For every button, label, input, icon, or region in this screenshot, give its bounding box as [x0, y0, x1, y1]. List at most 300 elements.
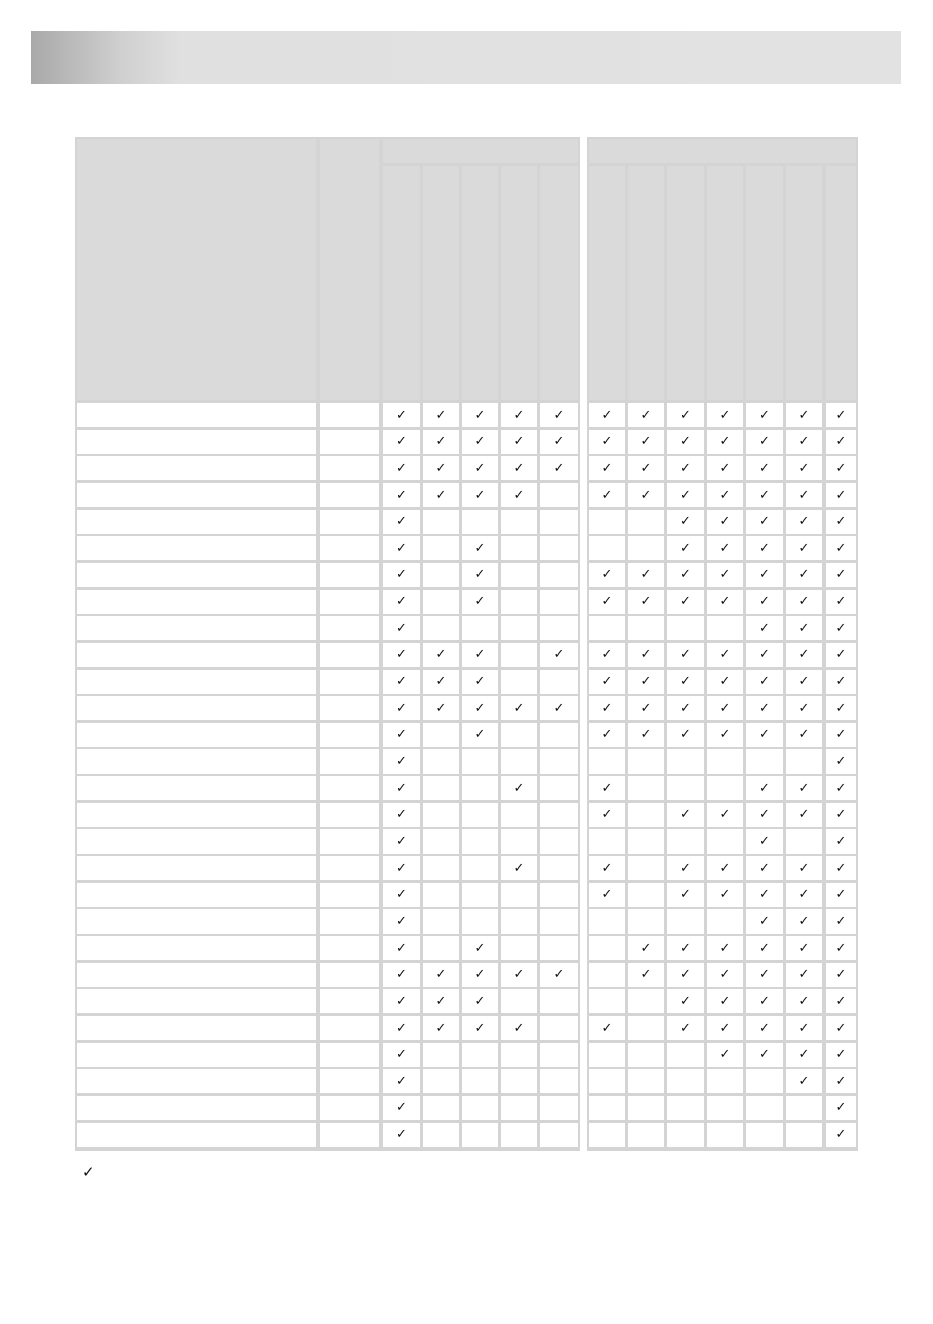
table-row-8-right-1: [589, 590, 625, 614]
check-mark: ✓: [680, 567, 691, 583]
table-row-1-right-6: [786, 403, 822, 427]
table-row-15-left-3: [462, 776, 498, 800]
table-row-4-right-4: [707, 483, 743, 507]
check-mark: ✓: [759, 434, 770, 450]
check-mark: ✓: [759, 833, 770, 849]
check-mark: ✓: [798, 647, 810, 663]
check-mark: ✓: [759, 407, 770, 423]
table-row-20-left-3: [462, 909, 498, 933]
check-mark: ✓: [798, 460, 810, 476]
check-mark: ✓: [798, 913, 810, 929]
table-row-22-right-4: [707, 963, 743, 987]
table-row-16-right-7: [826, 803, 856, 827]
check-mark: ✓: [553, 460, 565, 476]
check-mark: ✓: [474, 434, 486, 450]
table-row-13-right-2: [628, 723, 664, 747]
check-mark: ✓: [396, 1073, 407, 1089]
check-mark: ✓: [680, 407, 691, 423]
table-row-12-right-4: [707, 696, 743, 720]
table-row-6-left-1: [383, 536, 420, 560]
table-row-8-right-6: [786, 590, 822, 614]
table-row-8-left-1: [383, 590, 420, 614]
table-row-5-right-7: [826, 510, 856, 534]
check-mark: ✓: [798, 567, 810, 583]
table-row-27-right-6: [786, 1096, 822, 1120]
check-mark: ✓: [798, 727, 810, 743]
header-right-col-2: [628, 166, 664, 400]
table-row-6-right-3: [667, 536, 704, 560]
check-mark: ✓: [835, 940, 847, 956]
check-mark: ✓: [835, 1127, 847, 1143]
table-row-20-left-1: [383, 909, 420, 933]
check-mark: ✓: [474, 674, 486, 690]
table-row-11-right-5: [746, 670, 783, 694]
table-row-10-right-2: [628, 643, 664, 667]
check-mark: ✓: [719, 993, 731, 1009]
table-row-13-left-4: [501, 723, 537, 747]
check-mark: ✓: [435, 434, 447, 450]
table-row-24-left-5: [540, 1016, 578, 1040]
check-mark: ✓: [835, 647, 847, 663]
table-row-28-name: [77, 1123, 316, 1147]
table-row-18-right-2: [628, 856, 664, 880]
table-row-19-right-3: [667, 883, 704, 907]
table-row-6-small: [320, 536, 379, 560]
table-row-26-small: [320, 1069, 379, 1093]
table-row-23-left-1: [383, 989, 420, 1013]
table-row-21-left-4: [501, 936, 537, 960]
check-mark: ✓: [553, 434, 565, 450]
table-row-5-right-1: [589, 510, 625, 534]
check-mark: ✓: [474, 727, 486, 743]
table-row-1-left-5: [540, 403, 578, 427]
check-mark: ✓: [798, 700, 810, 716]
header-right-group: [589, 139, 856, 163]
table-row-17-name: [77, 829, 316, 853]
table-row-18-left-2: [423, 856, 459, 880]
check-mark: ✓: [719, 887, 731, 903]
check-mark: ✓: [719, 407, 731, 423]
table-row-4-right-2: [628, 483, 664, 507]
table-row-3-right-1: [589, 456, 625, 480]
table-row-20-left-4: [501, 909, 537, 933]
table-row-19-left-2: [423, 883, 459, 907]
check-mark: ✓: [798, 540, 810, 556]
check-mark: ✓: [435, 460, 447, 476]
table-row-9-left-2: [423, 616, 459, 640]
table-row-26-left-5: [540, 1069, 578, 1093]
table-row-21-right-5: [746, 936, 783, 960]
table-row-1-left-3: [462, 403, 498, 427]
table-row-19-right-6: [786, 883, 822, 907]
table-row-23-left-5: [540, 989, 578, 1013]
table-row-5-left-2: [423, 510, 459, 534]
check-mark: ✓: [798, 1047, 810, 1063]
table-row-21-left-5: [540, 936, 578, 960]
check-mark: ✓: [396, 1020, 407, 1036]
check-mark: ✓: [719, 487, 731, 503]
table-row-8-right-4: [707, 590, 743, 614]
table-row-19-right-2: [628, 883, 664, 907]
table-row-23-right-1: [589, 989, 625, 1013]
table-row-4-right-7: [826, 483, 856, 507]
table-row-16-left-3: [462, 803, 498, 827]
check-mark: ✓: [835, 460, 847, 476]
check-mark: ✓: [396, 967, 407, 983]
table-row-5-left-1: [383, 510, 420, 534]
table-row-28-left-5: [540, 1123, 578, 1147]
table-row-18-left-1: [383, 856, 420, 880]
table-row-18-right-5: [746, 856, 783, 880]
table-row-10-right-7: [826, 643, 856, 667]
table-row-8-name: [77, 590, 316, 614]
check-mark: ✓: [601, 700, 613, 716]
check-mark: ✓: [759, 647, 770, 663]
table-row-5-right-5: [746, 510, 783, 534]
table-row-14-right-3: [667, 749, 704, 773]
table-row-3-left-1: [383, 456, 420, 480]
check-mark: ✓: [601, 887, 613, 903]
table-row-20-right-3: [667, 909, 704, 933]
table-row-8-left-2: [423, 590, 459, 614]
table-row-11-left-5: [540, 670, 578, 694]
check-mark: ✓: [835, 1073, 847, 1089]
table-row-27-small: [320, 1096, 379, 1120]
check-mark: ✓: [759, 594, 770, 610]
table-row-9-right-7: [826, 616, 856, 640]
table-row-24-left-1: [383, 1016, 420, 1040]
check-mark: ✓: [759, 514, 770, 530]
table-row-16-right-6: [786, 803, 822, 827]
table-row-19-left-1: [383, 883, 420, 907]
check-mark: ✓: [601, 1020, 613, 1036]
check-mark: ✓: [396, 674, 407, 690]
table-row-11-name: [77, 670, 316, 694]
table-row-3-right-5: [746, 456, 783, 480]
table-row-13-name: [77, 723, 316, 747]
check-mark: ✓: [835, 807, 847, 823]
check-mark: ✓: [759, 727, 770, 743]
table-row-17-right-3: [667, 829, 704, 853]
table-row-13-right-6: [786, 723, 822, 747]
table-row-19-right-4: [707, 883, 743, 907]
check-mark: ✓: [835, 567, 847, 583]
header-right-col-7: [826, 166, 856, 400]
header-small-column: [320, 139, 379, 400]
check-mark: ✓: [719, 940, 731, 956]
check-mark: ✓: [601, 594, 613, 610]
table-row-15-right-3: [667, 776, 704, 800]
table-row-25-left-5: [540, 1043, 578, 1067]
header-right-col-3: [667, 166, 704, 400]
check-mark: ✓: [680, 647, 691, 663]
header-name-column: [77, 139, 316, 400]
table-row-10-left-4: [501, 643, 537, 667]
table-row-9-right-5: [746, 616, 783, 640]
table-row-7-right-1: [589, 563, 625, 587]
check-mark: ✓: [601, 460, 613, 476]
check-mark: ✓: [759, 860, 770, 876]
table-row-2-left-5: [540, 430, 578, 454]
check-mark: ✓: [435, 407, 447, 423]
table-row-2-right-4: [707, 430, 743, 454]
table-row-27-right-7: [826, 1096, 856, 1120]
check-mark: ✓: [759, 913, 770, 929]
table-row-6-right-6: [786, 536, 822, 560]
header-left-col-2: [423, 166, 459, 400]
table-row-9-right-6: [786, 616, 822, 640]
check-mark: ✓: [601, 807, 613, 823]
table-row-25-left-1: [383, 1043, 420, 1067]
check-mark: ✓: [759, 807, 770, 823]
table-row-21-left-1: [383, 936, 420, 960]
table-row-2-left-3: [462, 430, 498, 454]
table-row-13-right-1: [589, 723, 625, 747]
table-row-5-left-3: [462, 510, 498, 534]
check-mark: ✓: [719, 1047, 731, 1063]
check-mark: ✓: [835, 434, 847, 450]
check-mark: ✓: [719, 540, 731, 556]
table-row-23-right-4: [707, 989, 743, 1013]
table-row-4-right-5: [746, 483, 783, 507]
check-mark: ✓: [798, 434, 810, 450]
check-mark: ✓: [474, 487, 486, 503]
table-row-7-right-4: [707, 563, 743, 587]
check-mark: ✓: [719, 434, 731, 450]
check-mark: ✓: [396, 993, 407, 1009]
table-row-17-right-7: [826, 829, 856, 853]
table-row-2-small: [320, 430, 379, 454]
table-row-10-name: [77, 643, 316, 667]
table-row-12-right-6: [786, 696, 822, 720]
table-row-26-right-3: [667, 1069, 704, 1093]
table-row-21-left-2: [423, 936, 459, 960]
table-row-26-left-2: [423, 1069, 459, 1093]
table-row-7-name: [77, 563, 316, 587]
table-row-14-left-3: [462, 749, 498, 773]
table-row-7-left-5: [540, 563, 578, 587]
table-row-13-right-5: [746, 723, 783, 747]
check-mark: ✓: [798, 940, 810, 956]
table-row-15-right-1: [589, 776, 625, 800]
check-mark: ✓: [680, 540, 691, 556]
check-mark: ✓: [396, 567, 407, 583]
check-mark: ✓: [396, 807, 407, 823]
table-row-24-right-5: [746, 1016, 783, 1040]
check-mark: ✓: [396, 594, 407, 610]
table-row-27-left-3: [462, 1096, 498, 1120]
table-row-21-right-1: [589, 936, 625, 960]
header-left-group: [383, 139, 578, 163]
check-mark: ✓: [798, 620, 810, 636]
check-mark: ✓: [513, 460, 525, 476]
check-mark: ✓: [835, 1047, 847, 1063]
check-mark: ✓: [798, 407, 810, 423]
table-row-6-left-4: [501, 536, 537, 560]
table-row-3-left-5: [540, 456, 578, 480]
table-row-8-left-3: [462, 590, 498, 614]
table-row-27-left-2: [423, 1096, 459, 1120]
table-row-20-right-5: [746, 909, 783, 933]
table-row-19-right-5: [746, 883, 783, 907]
table-row-28-left-1: [383, 1123, 420, 1147]
table-row-6-right-7: [826, 536, 856, 560]
check-mark: ✓: [719, 460, 731, 476]
check-mark: ✓: [759, 940, 770, 956]
table-row-12-right-2: [628, 696, 664, 720]
table-row-14-small: [320, 749, 379, 773]
check-mark: ✓: [680, 1020, 691, 1036]
check-mark: ✓: [474, 1020, 486, 1036]
table-row-24-left-4: [501, 1016, 537, 1040]
table-row-26-right-2: [628, 1069, 664, 1093]
table-row-20-small: [320, 909, 379, 933]
table-row-13-left-3: [462, 723, 498, 747]
table-row-4-left-5: [540, 483, 578, 507]
table-row-27-right-2: [628, 1096, 664, 1120]
check-mark: ✓: [798, 594, 810, 610]
check-mark: ✓: [835, 833, 847, 849]
check-mark: ✓: [474, 460, 486, 476]
check-mark: ✓: [601, 567, 613, 583]
table-row-10-left-3: [462, 643, 498, 667]
check-mark: ✓: [680, 887, 691, 903]
table-row-7-left-2: [423, 563, 459, 587]
table-row-2-right-1: [589, 430, 625, 454]
table-row-20-left-5: [540, 909, 578, 933]
table-row-20-right-4: [707, 909, 743, 933]
table-row-14-left-2: [423, 749, 459, 773]
check-mark: ✓: [835, 487, 847, 503]
table-row-7-left-4: [501, 563, 537, 587]
check-mark: ✓: [798, 487, 810, 503]
table-row-17-small: [320, 829, 379, 853]
table-row-1-left-1: [383, 403, 420, 427]
table-row-8-right-3: [667, 590, 704, 614]
check-mark: ✓: [835, 1100, 847, 1116]
check-mark: ✓: [396, 860, 407, 876]
table-row-5-small: [320, 510, 379, 534]
table-row-12-left-4: [501, 696, 537, 720]
check-mark: ✓: [396, 887, 407, 903]
table-row-2-right-5: [746, 430, 783, 454]
table-row-18-left-5: [540, 856, 578, 880]
table-row-6-right-2: [628, 536, 664, 560]
table-row-6-left-2: [423, 536, 459, 560]
table-row-4-left-1: [383, 483, 420, 507]
table-row-17-right-6: [786, 829, 822, 853]
table-row-12-right-1: [589, 696, 625, 720]
check-mark: ✓: [680, 514, 691, 530]
table-row-22-right-6: [786, 963, 822, 987]
table-row-24-right-3: [667, 1016, 704, 1040]
table-row-12-left-5: [540, 696, 578, 720]
check-mark: ✓: [719, 1020, 731, 1036]
check-mark: ✓: [680, 967, 691, 983]
check-mark: ✓: [719, 700, 731, 716]
table-row-2-left-2: [423, 430, 459, 454]
table-row-23-right-7: [826, 989, 856, 1013]
table-row-23-right-3: [667, 989, 704, 1013]
table-row-14-left-4: [501, 749, 537, 773]
table-row-17-left-3: [462, 829, 498, 853]
table-row-26-name: [77, 1069, 316, 1093]
check-mark: ✓: [798, 1020, 810, 1036]
table-row-14-right-1: [589, 749, 625, 773]
table-row-1-right-2: [628, 403, 664, 427]
header-right-col-4: [707, 166, 743, 400]
table-row-11-right-4: [707, 670, 743, 694]
table-row-28-right-4: [707, 1123, 743, 1147]
table-row-7-left-1: [383, 563, 420, 587]
check-mark: ✓: [513, 967, 525, 983]
table-row-8-right-5: [746, 590, 783, 614]
table-row-16-left-4: [501, 803, 537, 827]
check-mark: ✓: [513, 1020, 525, 1036]
table-row-16-right-1: [589, 803, 625, 827]
table-row-14-right-6: [786, 749, 822, 773]
table-row-6-name: [77, 536, 316, 560]
table-row-23-right-6: [786, 989, 822, 1013]
table-row-22-left-3: [462, 963, 498, 987]
table-row-25-name: [77, 1043, 316, 1067]
table-row-16-small: [320, 803, 379, 827]
table-row-16-left-2: [423, 803, 459, 827]
table-row-10-left-2: [423, 643, 459, 667]
table-row-7-right-3: [667, 563, 704, 587]
check-mark: ✓: [640, 700, 652, 716]
check-mark: ✓: [396, 434, 407, 450]
table-row-4-small: [320, 483, 379, 507]
table-row-24-small: [320, 1016, 379, 1040]
table-row-1-right-1: [589, 403, 625, 427]
check-mark: ✓: [474, 407, 486, 423]
table-row-12-right-7: [826, 696, 856, 720]
table-row-6-right-5: [746, 536, 783, 560]
table-row-12-right-5: [746, 696, 783, 720]
table-row-28-left-2: [423, 1123, 459, 1147]
check-mark: ✓: [759, 1020, 770, 1036]
table-row-1-right-4: [707, 403, 743, 427]
check-mark: ✓: [680, 940, 691, 956]
check-mark: ✓: [798, 887, 810, 903]
check-mark: ✓: [835, 887, 847, 903]
check-mark: ✓: [680, 434, 691, 450]
check-mark: ✓: [759, 674, 770, 690]
table-row-27-name: [77, 1096, 316, 1120]
table-row-21-right-3: [667, 936, 704, 960]
check-mark: ✓: [835, 594, 847, 610]
check-mark: ✓: [513, 407, 525, 423]
check-mark: ✓: [798, 807, 810, 823]
table-row-15-right-6: [786, 776, 822, 800]
table-row-13-left-1: [383, 723, 420, 747]
check-mark: ✓: [474, 594, 486, 610]
table-row-7-left-3: [462, 563, 498, 587]
check-mark: ✓: [759, 487, 770, 503]
table-row-18-right-4: [707, 856, 743, 880]
table-row-11-right-7: [826, 670, 856, 694]
table-row-24-right-6: [786, 1016, 822, 1040]
check-mark: ✓: [680, 860, 691, 876]
check-mark: ✓: [396, 620, 407, 636]
table-row-28-right-2: [628, 1123, 664, 1147]
table-row-2-right-6: [786, 430, 822, 454]
table-row-24-right-1: [589, 1016, 625, 1040]
table-row-13-right-4: [707, 723, 743, 747]
table-row-6-left-3: [462, 536, 498, 560]
table-row-25-right-7: [826, 1043, 856, 1067]
